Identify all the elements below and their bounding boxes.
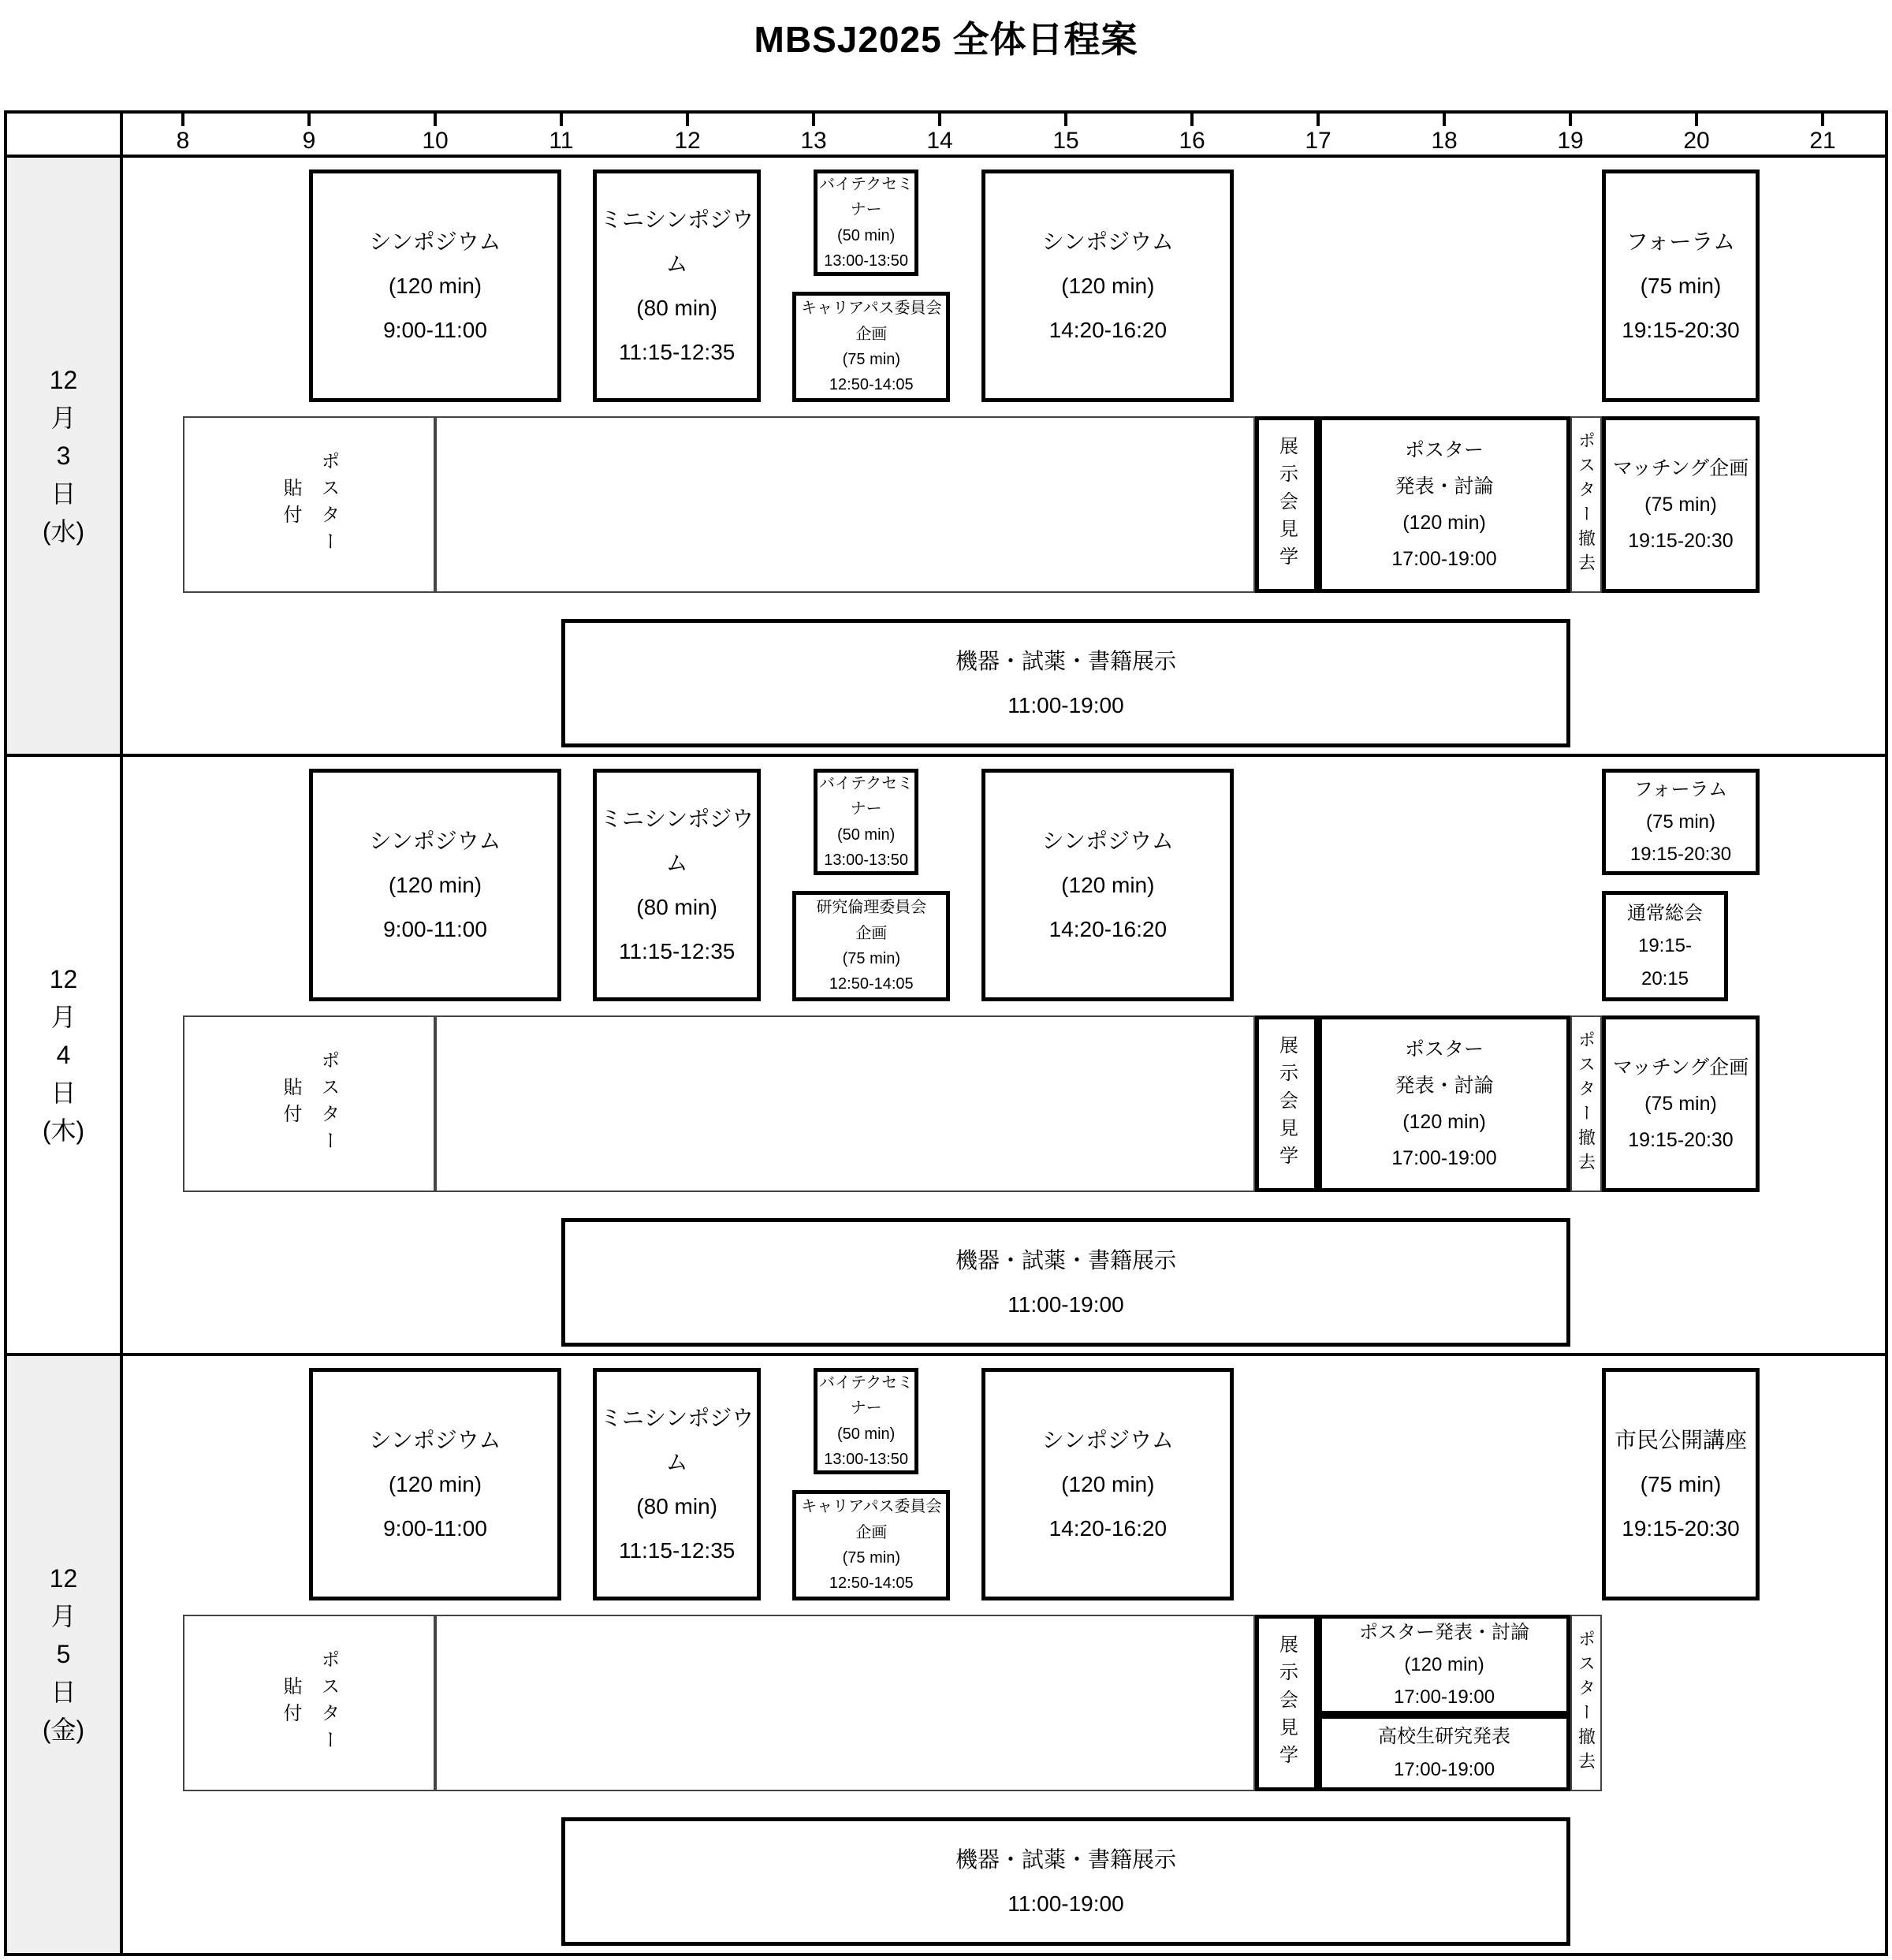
hour-tick [181,114,184,126]
event-line: 12:50-14:05 [829,1574,914,1593]
hour-tick [812,114,815,126]
event-line: 14:20-16:20 [1048,916,1168,941]
event-ethics-committee [792,891,950,1001]
event-poster-wait [435,1015,1255,1192]
hour-tick [938,114,941,126]
event-mini-symposium [593,1368,761,1600]
event-symposium-am [309,170,561,402]
event-poster-session [1318,1615,1570,1715]
day-label-line: (木) [42,1116,85,1145]
event-biotech-seminar [814,170,918,276]
event-equipment-exhibit [561,619,1570,747]
day-label-line: 4 [56,1041,71,1069]
event-line: 9:00-11:00 [383,1515,487,1541]
day-label-line: 12 [49,366,78,394]
hour-label: 15 [1052,128,1079,154]
event-line: 11:15-12:35 [618,339,736,364]
event-line: ミニシンポジウム [600,1405,754,1474]
event-line: ポスター撤去 [1576,1030,1596,1177]
event-equipment-exhibit [561,1218,1570,1347]
day-label-line: (水) [42,517,85,546]
hour-tick [1064,114,1067,126]
hour-label: 12 [674,128,701,154]
event-line: 展示会見学 [1276,435,1298,574]
event-line: 19:15-20:30 [1629,844,1732,866]
event-forum [1602,769,1760,875]
event-line: 19:15-20:30 [1622,317,1740,342]
event-line: 19:15-20:30 [1628,530,1734,553]
event-equipment-exhibit [561,1817,1570,1946]
event-line: 11:00-19:00 [1007,1891,1124,1916]
day-label-line: 月 [50,404,76,432]
event-line: ポスター撤去 [1576,431,1596,578]
event-line: 9:00-11:00 [383,317,487,342]
event-line: (50 min) [836,1425,896,1443]
event-line: 研究倫理委員会 [816,899,927,917]
event-line: 13:00-13:50 [824,1450,909,1468]
event-line: 11:15-12:35 [618,1537,736,1563]
event-line: (80 min) [636,1493,717,1518]
event-line: 機器・試薬・書籍展示 [955,1846,1176,1872]
day-label-line: 3 [56,442,71,470]
hour-tick [560,114,563,126]
event-line: (120 min) [1061,273,1155,298]
event-line: 展示会見学 [1276,1634,1298,1772]
day-column-divider [120,114,123,1953]
hour-label: 10 [422,128,449,154]
event-line: 貼付 [280,1077,301,1131]
day-label-line: 月 [50,1602,76,1630]
event-line: (120 min) [1402,1111,1486,1133]
event-line: (120 min) [1061,872,1155,897]
schedule-grid [4,110,1888,1956]
event-biotech-seminar [814,769,918,875]
event-line: 17:00-19:00 [1391,1147,1497,1170]
event-line: シンポジウム [369,229,501,254]
event-line: (80 min) [636,894,717,919]
event-line: 11:15-12:35 [618,938,736,963]
day-label-line: 日 [50,479,76,508]
event-exhibition-tour [1255,416,1318,593]
event-line: 貼付 [280,478,301,531]
event-poster-removal [1570,1615,1602,1791]
hour-label: 13 [800,128,827,154]
hour-label: 17 [1305,128,1331,154]
day-label-line: (金) [42,1716,85,1744]
day-label-dec4 [7,757,120,1353]
event-line: シンポジウム [369,828,501,853]
event-line: (120 min) [388,273,482,298]
event-line: ポスター [1404,438,1484,461]
event-poster-removal [1570,416,1602,593]
day-label-line: 5 [56,1640,71,1668]
event-exhibition-tour [1255,1015,1318,1192]
event-line: 12:50-14:05 [829,376,914,394]
hour-label: 20 [1683,128,1710,154]
event-line: ミニシンポジウム [600,207,754,276]
event-poster-removal [1570,1015,1602,1192]
day-separator [7,1353,1885,1356]
event-line: (75 min) [842,950,900,967]
event-line: 機器・試薬・書籍展示 [955,648,1176,673]
event-matching [1602,416,1760,593]
event-line: シンポジウム [369,1427,501,1452]
event-line: (75 min) [842,351,900,368]
event-line: 9:00-11:00 [383,916,487,941]
event-line: 高校生研究発表 [1378,1726,1510,1748]
event-highschool-presentation [1318,1715,1570,1791]
event-public-lecture [1602,1368,1760,1600]
event-line: 19:15- [1637,935,1693,957]
event-line: 機器・試薬・書籍展示 [955,1247,1176,1273]
event-mini-symposium [593,170,761,402]
event-line: 貼付 [280,1676,301,1730]
day-label-dec5 [7,1356,120,1952]
event-line: ミニシンポジウム [600,806,754,875]
hour-label: 14 [926,128,953,154]
hour-label: 21 [1809,128,1836,154]
event-line: 企画 [855,1523,888,1541]
day-separator [7,754,1885,757]
event-symposium-am [309,1368,561,1600]
event-line: (75 min) [842,1549,900,1567]
event-line: シンポジウム [1041,229,1174,254]
event-line: 展示会見学 [1276,1034,1298,1173]
event-line: 企画 [855,325,888,343]
event-line: (120 min) [388,1471,482,1496]
event-line: 企画 [855,924,888,942]
hour-tick [1317,114,1320,126]
hour-tick [1190,114,1194,126]
event-line: バイテクセミナー [819,175,914,219]
event-line: バイテクセミナー [819,1373,914,1418]
hour-tick [1695,114,1698,126]
event-line: 11:00-19:00 [1007,692,1124,717]
event-line: (75 min) [1644,1092,1717,1115]
event-line: (75 min) [1645,810,1716,833]
hour-label: 18 [1431,128,1458,154]
event-line: フォーラム [1626,229,1736,254]
event-line: (75 min) [1640,273,1722,298]
event-symposium-pm [981,769,1234,1001]
hour-tick [307,114,311,126]
day-label-line: 12 [49,1564,78,1593]
hour-tick [1821,114,1824,126]
event-line: 19:15-20:30 [1622,1515,1740,1541]
event-line: バイテクセミナー [819,774,914,818]
hour-tick [1443,114,1446,126]
header-divider [7,155,1885,158]
event-line: シンポジウム [1041,1427,1174,1452]
event-line: 11:00-19:00 [1007,1291,1124,1317]
event-line: マッチング企画 [1612,1056,1749,1079]
event-symposium-pm [981,1368,1234,1600]
event-general-assembly [1602,891,1728,1001]
event-line: キャリアパス委員会 [801,1498,942,1516]
page-title: MBSJ2025 全体日程案 [754,19,1138,60]
hour-tick [434,114,437,126]
event-line: 14:20-16:20 [1048,1515,1168,1541]
event-careerpath-committee [792,1490,950,1600]
event-line: 市民公開講座 [1614,1427,1747,1452]
event-exhibition-tour [1255,1615,1318,1791]
event-matching [1602,1015,1760,1192]
event-line: ポスター撤去 [1576,1630,1596,1776]
day-label-line: 日 [50,1079,76,1107]
event-poster-wait [435,1615,1255,1791]
event-line: 20:15 [1641,967,1689,989]
event-line: 17:00-19:00 [1393,1686,1495,1708]
hour-tick [1569,114,1572,126]
event-line: キャリアパス委員会 [801,300,942,318]
event-poster-session [1318,416,1570,593]
event-line: (50 min) [836,825,896,844]
event-poster-mount [183,1615,435,1791]
day-label-line: 日 [50,1678,76,1706]
event-line: 通常総会 [1627,903,1703,925]
day-label-dec3 [7,158,120,754]
event-line: ポスター [1404,1038,1484,1060]
event-line: (80 min) [636,295,717,320]
event-line: (120 min) [388,872,482,897]
hour-label: 8 [176,128,190,154]
event-line: ポスター [318,1649,339,1757]
event-line: 14:20-16:20 [1048,317,1168,342]
hour-tick [686,114,689,126]
event-line: (120 min) [1061,1471,1155,1496]
event-line: (120 min) [1402,512,1486,534]
event-line: 19:15-20:30 [1628,1129,1734,1152]
event-line: ポスター発表・討論 [1359,1621,1529,1643]
event-poster-mount [183,1015,435,1192]
event-line: 17:00-19:00 [1391,548,1497,571]
day-label-line: 12 [49,965,78,993]
event-poster-mount [183,416,435,593]
event-forum [1602,170,1760,402]
hour-label: 16 [1179,128,1205,154]
event-symposium-am [309,769,561,1001]
event-mini-symposium [593,769,761,1001]
hour-label: 19 [1557,128,1584,154]
hour-label: 9 [302,128,316,154]
event-line: 13:00-13:50 [824,252,909,270]
event-line: ポスター [318,451,339,558]
event-poster-wait [435,416,1255,593]
event-line: 17:00-19:00 [1393,1758,1495,1780]
event-line: (75 min) [1644,493,1717,516]
event-line: (75 min) [1640,1471,1722,1496]
hour-label: 11 [549,128,574,154]
event-line: ポスター [318,1050,339,1157]
day-label-line: 月 [50,1003,76,1031]
event-line: シンポジウム [1041,828,1174,853]
event-line: (120 min) [1404,1653,1484,1675]
event-line: 13:00-13:50 [824,851,909,869]
event-biotech-seminar [814,1368,918,1474]
event-line: 12:50-14:05 [829,975,914,993]
event-poster-session [1318,1015,1570,1192]
event-line: (50 min) [836,226,896,244]
event-line: 発表・討論 [1395,475,1494,497]
event-line: 発表・討論 [1395,1074,1494,1097]
event-careerpath-committee [792,292,950,402]
event-line: マッチング企画 [1612,456,1749,479]
event-symposium-pm [981,170,1234,402]
event-line: フォーラム [1633,778,1728,800]
